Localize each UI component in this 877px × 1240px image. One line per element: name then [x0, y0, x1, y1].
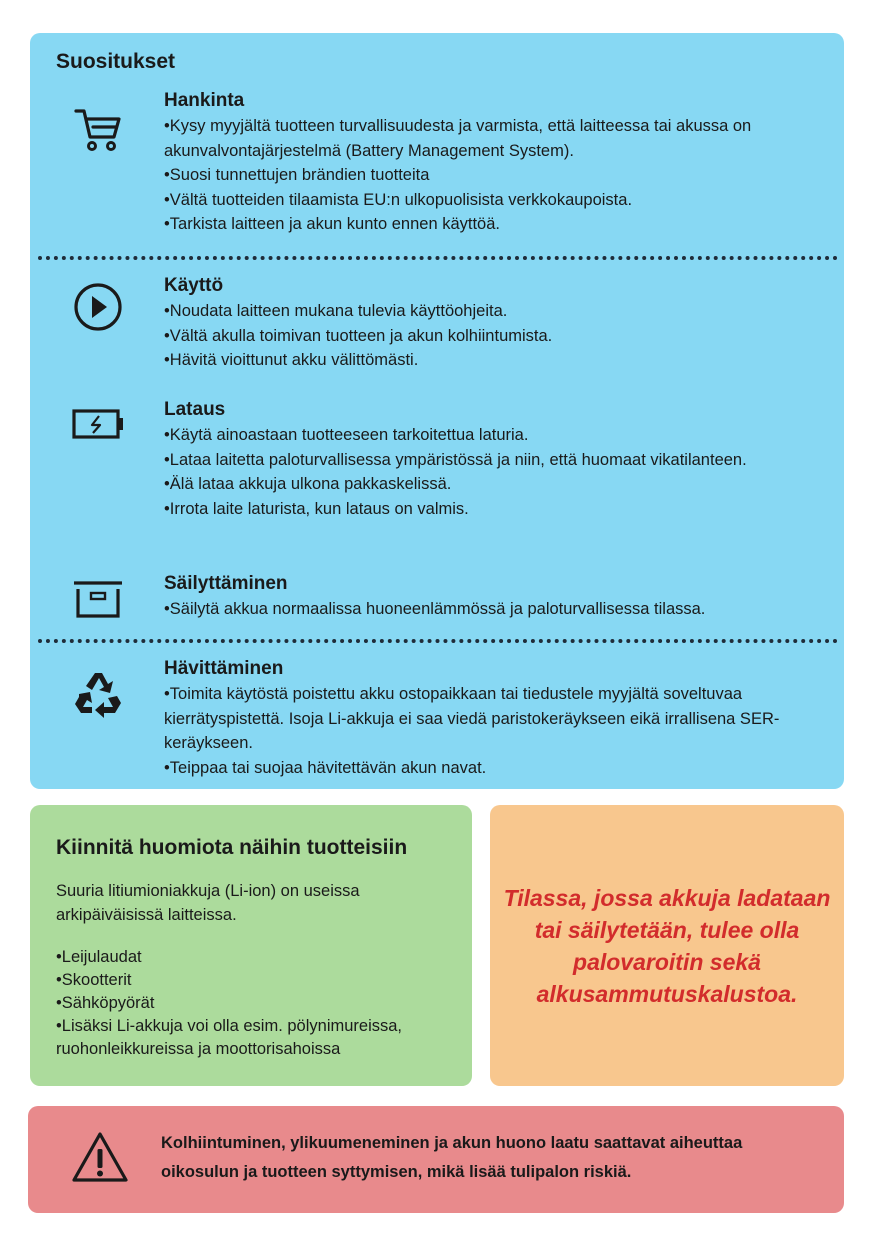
shopping-cart-icon: [70, 101, 126, 157]
callout-panel: [490, 805, 844, 1086]
battery-charging-icon: [70, 396, 126, 452]
section-title: Säilyttäminen: [164, 573, 288, 594]
list-item: • Noudata laitteen mukana tulevia käyttöohjeita.: [164, 299, 824, 324]
warning-text: Kolhiintuminen, ylikuumeneminen ja akun huono laatu saattavat aiheuttaa oikosulun ja tuotteen syttymisen, mikä lisää tulipalon riskiä.: [161, 1134, 743, 1181]
list-item: • Irrota laite laturista, kun lataus on valmis.: [164, 497, 824, 522]
bullet-list: [164, 597, 824, 622]
list-item: • Suosi tunnettujen brändien tuotteita: [164, 163, 824, 188]
list-item: • Säilytä akkua normaalissa huoneenlämmössä ja paloturvallisessa tilassa.: [164, 597, 824, 622]
section-title: Hävittäminen: [164, 658, 284, 679]
list-item: • Teippaa tai suojaa hävitettävän akun navat.: [164, 756, 824, 781]
recommendations-panel: [30, 33, 844, 789]
list-item: • Älä lataa akkuja ulkona pakkaskelissä.: [164, 472, 824, 497]
list-item: • Tarkista laitteen ja akun kunto ennen käyttöä.: [164, 212, 824, 237]
storage-box-icon: [70, 570, 126, 626]
list-item: • Lataa laitetta paloturvallisessa ympäristössä ja niin, että huomaat vikatilanteen.: [164, 448, 824, 473]
list-item: • Vältä tuotteiden tilaamista EU:n ulkopuolisista verkkokaupoista.: [164, 188, 824, 213]
list-item: • Käytä ainoastaan tuotteeseen tarkoitettua laturia.: [164, 423, 824, 448]
products-title: Kiinnitä huomiota näihin tuotteisiin: [56, 836, 408, 859]
list-item: • Lisäksi Li-akkuja voi olla esim. pölynimureissa, ruohonleikkureissa ja moottorisahoissa: [56, 1015, 466, 1061]
products-panel: [30, 805, 472, 1086]
section-title: Käyttö: [164, 275, 224, 296]
list-item: • Sähköpyörät: [56, 992, 466, 1015]
bullet-list: [164, 114, 824, 237]
list-item: • Leijulaudat: [56, 946, 466, 969]
recycle-icon: [70, 665, 126, 721]
list-item: • Skootterit: [56, 969, 466, 992]
list-item: • Kysy myyjältä tuotteen turvallisuudesta ja varmista, että laitteessa tai akussa on akunvalvontajärjestelmä (Battery Management System).: [164, 114, 824, 163]
bullet-list: [164, 299, 824, 373]
section-title: Lataus: [164, 399, 226, 420]
section-divider: [38, 256, 838, 260]
list-item: • Hävitä vioittunut akku välittömästi.: [164, 348, 824, 373]
warning-triangle-icon: [70, 1130, 130, 1186]
list-item: • Vältä akulla toimivan tuotteen ja akun kolhiintumista.: [164, 324, 824, 349]
bullet-list: [164, 423, 824, 521]
section-title: Hankinta: [164, 90, 245, 111]
callout-text: Tilassa, jossa akkuja ladataan tai säilytetään, tulee olla palovaroitin sekä alkusammutuskalustoa.: [503, 884, 831, 1007]
products-intro: Suuria litiumioniakkuja (Li-ion) on useissa arkipäiväisissä laitteissa.: [56, 882, 360, 924]
recommendations-title: Suositukset: [56, 50, 176, 73]
list-item: • Toimita käytöstä poistettu akku ostopaikkaan tai tiedustele myyjältä soveltuvaa kierrätyspistettä. Isoja Li-akkuja ei saa viedä paristokeräykseen eikä irrallisena SER-keräykseen.: [164, 682, 824, 756]
section-divider: [38, 639, 838, 643]
bullet-list: [164, 682, 824, 780]
products-list: [56, 946, 466, 1061]
warning-panel: [28, 1106, 844, 1213]
play-icon: [70, 279, 126, 335]
